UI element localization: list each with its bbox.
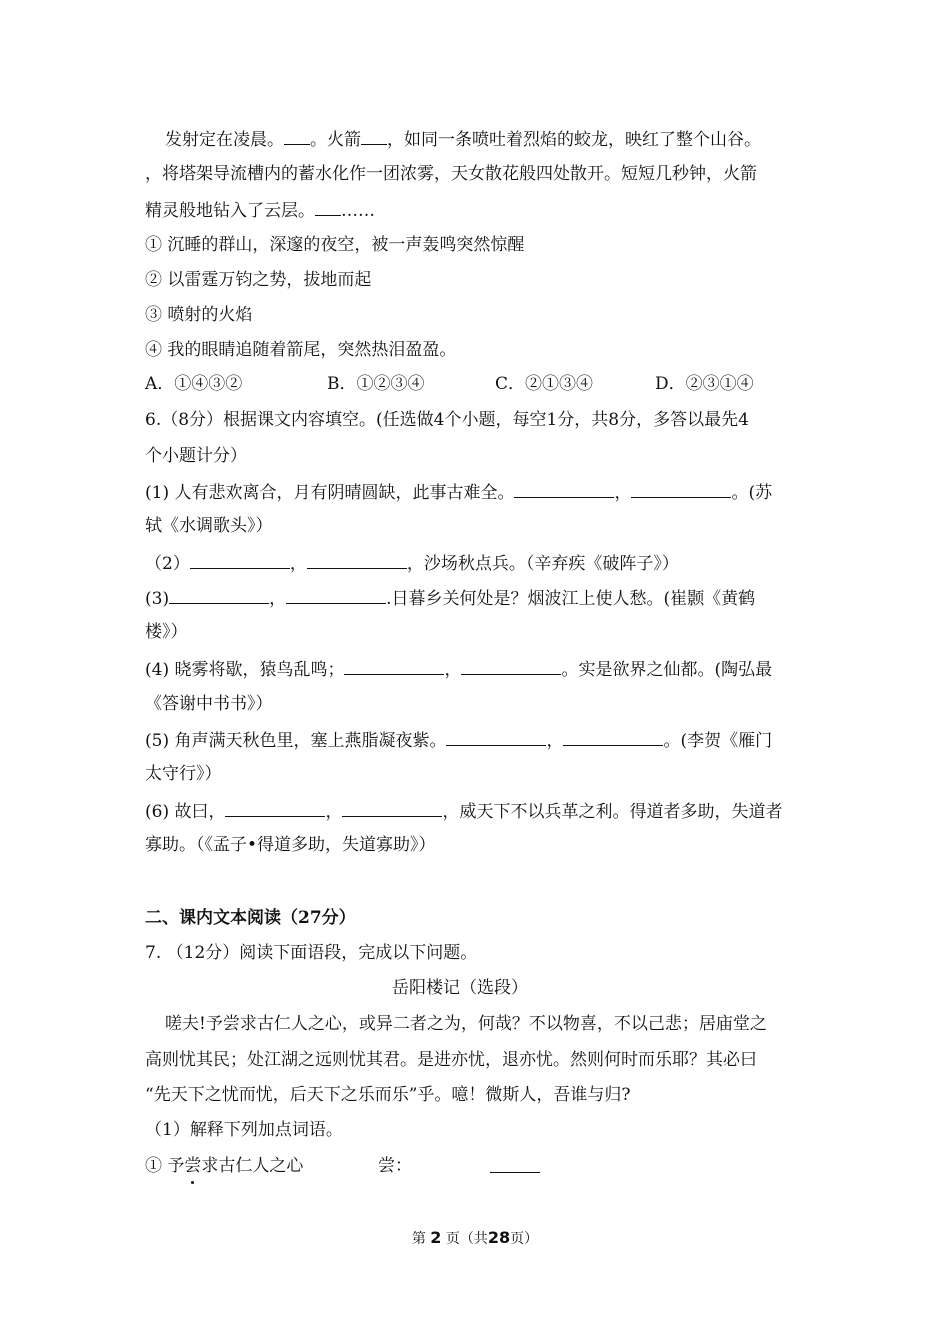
fill-blank[interactable] xyxy=(225,798,325,817)
vocab-answer-blank[interactable] xyxy=(490,1154,540,1180)
question-6-title-cont: 个小题计分） xyxy=(145,446,247,466)
q6-sub-2 xyxy=(145,550,679,576)
q6-text: ， xyxy=(289,554,307,574)
footer-text: 页） xyxy=(510,1231,539,1247)
list-item: ① 沉睡的群山，深邃的夜空，被一声轰鸣突然惊醒 xyxy=(145,235,525,255)
option-b[interactable]: B．①②③④ xyxy=(327,374,425,394)
fill-blank[interactable] xyxy=(461,656,561,675)
q6-text: （2） xyxy=(145,554,190,574)
q6-text: (3) xyxy=(145,589,170,609)
vocab-label: 尝： xyxy=(378,1156,412,1176)
option-a[interactable]: A．①④③② xyxy=(145,374,243,394)
q6-text: (4) 晓雾将歇，猿鸟乱鸣； xyxy=(145,660,345,680)
passage-text: 精灵般地钻入了云层。 xyxy=(145,201,315,221)
vocab-item-1 xyxy=(145,1154,303,1178)
page-footer xyxy=(0,1228,950,1248)
vocab-text: ① 予 xyxy=(145,1156,185,1176)
q6-text: ， xyxy=(444,660,462,680)
fill-blank[interactable] xyxy=(169,585,269,604)
list-item: ② 以雷霆万钧之势，拔地而起 xyxy=(145,270,372,290)
q6-text: 。(李贺《雁门 xyxy=(663,731,773,751)
q6-text: ， xyxy=(546,731,564,751)
fill-blank[interactable] xyxy=(307,550,407,569)
passage-text: 。火箭 xyxy=(310,130,361,150)
q6-sub-4-cont: 《答谢中书书》） xyxy=(145,694,273,714)
passage-para-2: 高则忧其民；处江湖之远则忧其君。是进亦忧，退亦忧。然则何时而乐耶？其必曰 xyxy=(145,1050,757,1070)
q6-sub-4 xyxy=(145,656,772,682)
q6-text: ，威天下不以兵革之利。得道者多助，失道者 xyxy=(442,802,783,822)
section-2-heading: 二、课内文本阅读（27分） xyxy=(145,908,356,928)
fill-blank[interactable] xyxy=(342,798,442,817)
fill-blank[interactable] xyxy=(514,479,614,498)
q6-text: (6) 故曰， xyxy=(145,802,226,822)
q6-text: 。实是欲界之仙都。(陶弘最 xyxy=(561,660,773,680)
q6-sub-6-cont: 寡助。（《孟子•得道多助，失道寡助》） xyxy=(145,835,436,855)
footer-text: 第 xyxy=(411,1231,426,1247)
q6-text: ， xyxy=(269,589,287,609)
vocab-text: 求古仁人之心 xyxy=(201,1156,304,1176)
fill-blank[interactable] xyxy=(563,727,663,746)
passage-line-2: ，将塔架导流槽内的蓄水化作一团浓雾，天女散花般四处散开。短短几秒钟，火箭 xyxy=(145,164,757,184)
q6-text: ， xyxy=(614,483,632,503)
passage-line-1 xyxy=(165,126,761,152)
q6-text: 。(苏 xyxy=(731,483,773,503)
passage-para-1: 嗟夫!予尝求古仁人之心，或异二者之为，何哉？不以物喜，不以己悲；居庙堂之 xyxy=(165,1014,767,1034)
q6-text: ，沙场秋点兵。（辛弃疾《破阵子》） xyxy=(406,554,679,574)
passage-para-3: “先天下之忧而忧，后天下之乐而乐”乎。噫！微斯人，吾谁与归? xyxy=(145,1085,631,1105)
list-item: ④ 我的眼睛追随着箭尾，突然热泪盈盈。 xyxy=(145,340,457,360)
fill-blank[interactable] xyxy=(446,727,546,746)
fill-blank[interactable] xyxy=(631,479,731,498)
q6-text: (1) 人有悲欢离合，月有阴晴圆缺，此事古难全。 xyxy=(145,483,515,503)
q6-sub-3-cont: 楼》） xyxy=(145,622,188,642)
list-item: ③ 喷射的火焰 xyxy=(145,305,253,325)
q6-text: ， xyxy=(325,802,343,822)
fill-blank[interactable] xyxy=(286,585,386,604)
page-number: 2 xyxy=(430,1228,442,1247)
q6-sub-6 xyxy=(145,798,782,824)
passage-title: 岳阳楼记（选段） xyxy=(392,978,528,998)
sub-question-1: （1）解释下列加点词语。 xyxy=(145,1120,343,1140)
passage-text: ，如同一条喷吐着烈焰的蛟龙，映红了整个山谷。 xyxy=(387,130,761,150)
fill-blank[interactable] xyxy=(344,656,444,675)
question-6-title: 6.（8分）根据课文内容填空。(任选做4个小题，每空1分，共8分，多答以最先4 xyxy=(145,410,749,430)
passage-text: 发射定在凌晨。 xyxy=(165,130,284,150)
q6-sub-1 xyxy=(145,479,772,505)
passage-line-3 xyxy=(145,197,375,223)
q6-sub-5-cont: 太守行》） xyxy=(145,764,222,784)
option-d[interactable]: D．②③①④ xyxy=(655,374,754,394)
passage-text: …… xyxy=(341,201,375,221)
q6-sub-3 xyxy=(145,585,755,611)
fill-blank[interactable] xyxy=(361,126,387,145)
question-7-title: 7. （12分）阅读下面语段，完成以下问题。 xyxy=(145,943,478,963)
footer-text: 页（共 xyxy=(445,1231,488,1247)
fill-blank[interactable] xyxy=(315,197,341,216)
q6-sub-1-cont: 轼《水调歌头》） xyxy=(145,516,273,536)
total-pages: 28 xyxy=(487,1228,511,1247)
q6-text: .日暮乡关何处是？烟波江上使人愁。(崔颢《黄鹤 xyxy=(386,589,756,609)
option-c[interactable]: C．②①③④ xyxy=(495,374,594,394)
fill-blank[interactable] xyxy=(284,126,310,145)
q6-text: (5) 角声满天秋色里，塞上燕脂凝夜紫。 xyxy=(145,731,447,751)
dotted-word: 尝 xyxy=(184,1156,202,1176)
fill-blank[interactable] xyxy=(190,550,290,569)
q6-sub-5 xyxy=(145,727,772,753)
